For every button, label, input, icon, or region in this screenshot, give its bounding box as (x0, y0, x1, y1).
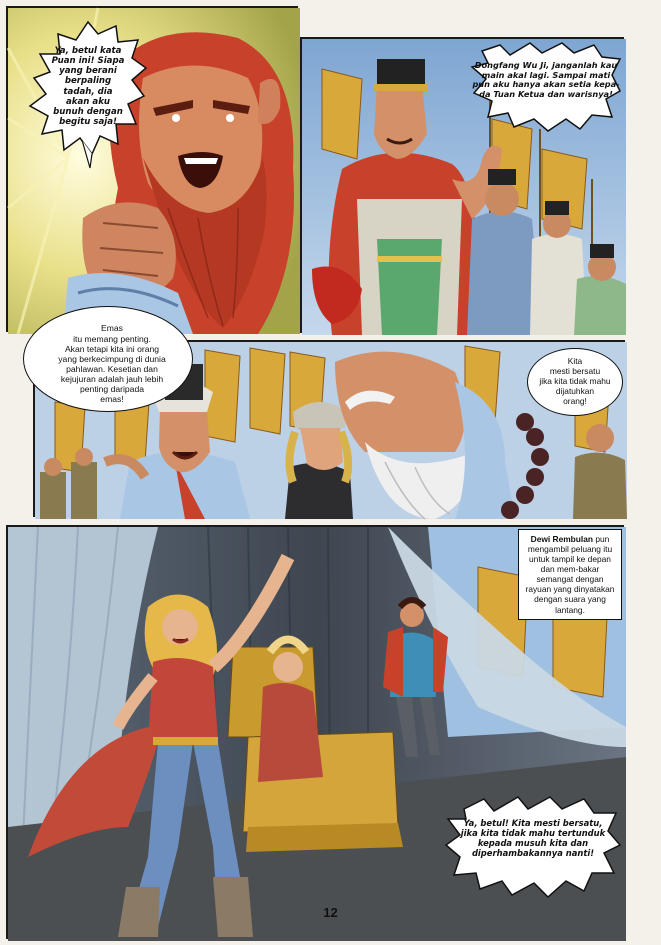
official-line-3: pun aku hanya akan setia kepa- (472, 79, 620, 90)
warrior-line-6: akan aku (65, 96, 111, 107)
old-official-line-1: Emas (101, 323, 123, 334)
warrior-line-8: begitu saja! (59, 116, 117, 127)
old-official-line-4: yang berkecimpung di dunia (58, 353, 166, 364)
speech-oval-bearded-elder (527, 348, 623, 416)
speech-bubble-dewi-rembulan (444, 793, 622, 901)
dewi-line-4: diperhambakannya nanti! (471, 847, 595, 858)
warrior-line-5: tadah, dia (63, 86, 113, 97)
elder-line-1: Kita (567, 356, 583, 367)
page-number: 12 (323, 905, 338, 920)
panel-dewi-rembulan (6, 525, 624, 939)
elder-line-4: dijatuhkan (555, 385, 595, 396)
speech-bubble-official (470, 41, 622, 133)
old-official-line-3: Akan tetapi kita ini orang (64, 343, 160, 354)
speech-oval-old-official (23, 306, 193, 412)
warrior-line-7: bunuh dengan (53, 106, 123, 117)
elder-line-2: mesti bersatu (549, 366, 601, 377)
elder-line-5: orang! (563, 395, 587, 406)
panel-courtyard (33, 323, 625, 517)
narration-caption (518, 529, 622, 620)
warrior-line-2: Puan ini! Siapa (51, 56, 125, 67)
caption-character-name: Dewi Rembulan (530, 534, 594, 544)
dewi-line-1: Ya, betul! Kita mesti bersatu, (463, 818, 603, 828)
caption-text: pun mengambil peluang itu untuk tampil ke depan dan mem-bakar semangat dengan rayuan yang dinyatakan dengan suara yang lantang. (525, 534, 615, 615)
elder-line-3: jika kita tidak mahu (539, 376, 611, 387)
old-official-line-5: pahlawan. Kesetian dan (66, 364, 158, 374)
official-line-4: da Tuan Ketua dan warisnya! (479, 89, 613, 100)
old-official-line-2: itu memang penting. (73, 333, 151, 344)
warrior-line-4: berpaling (64, 76, 112, 87)
official-line-2: main akal lagi. Sampai mati (481, 69, 611, 80)
panel-officials (300, 37, 624, 333)
warrior-line-1: Ya, betul kata (54, 46, 122, 56)
old-official-line-6: kejujuran adalah jauh lebih (60, 374, 164, 385)
warrior-line-3: yang berani (59, 66, 117, 77)
panel-red-haired-warrior (6, 6, 298, 332)
speech-bubble-warrior (28, 20, 148, 170)
official-line-1: Dongfang Wu Ji, janganlah kau (474, 60, 618, 70)
dewi-line-2: jika kita tidak mahu tertunduk (460, 827, 606, 838)
old-official-line-7: penting daripada (79, 384, 145, 395)
dewi-line-3: kepada musuh kita dan (477, 837, 589, 848)
old-official-line-8: emas! (100, 394, 124, 405)
